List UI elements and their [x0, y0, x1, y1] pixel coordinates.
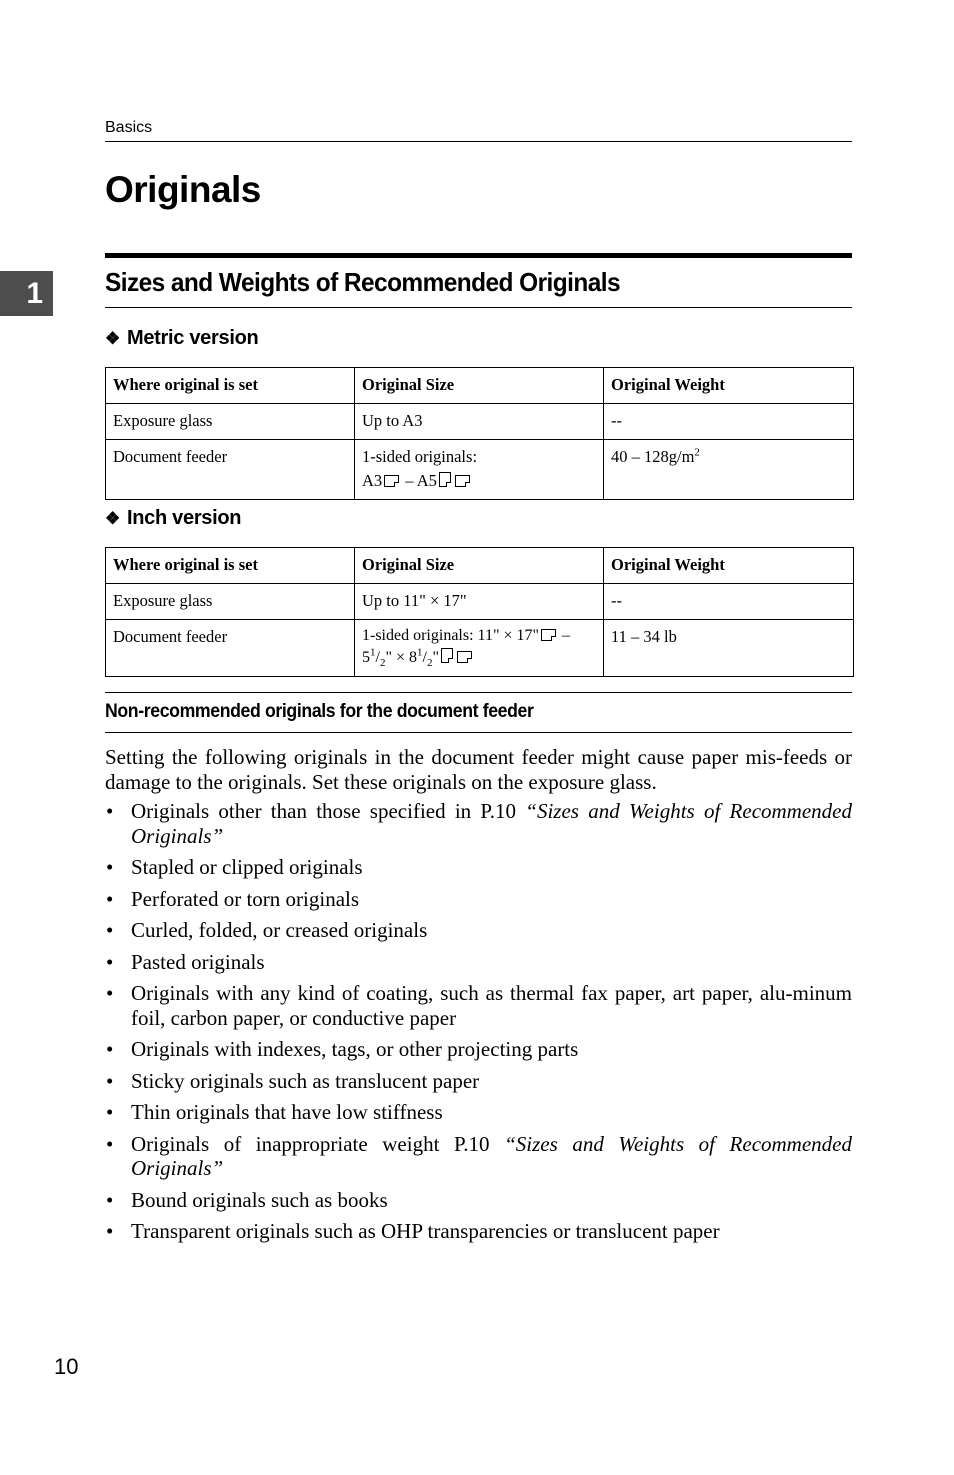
size-from: A3 [362, 471, 383, 490]
size-h-den: 2 [426, 657, 433, 670]
size-max: 1-sided originals: 11" × 17" [362, 627, 540, 644]
table-cell: -- [604, 584, 854, 620]
size-line-1 [362, 625, 596, 647]
size-line-2 [362, 469, 596, 493]
table-row [106, 584, 854, 620]
paper-landscape-icon [541, 629, 556, 641]
list-item: • Curled, folded, or creased originals [105, 918, 852, 943]
weight-value: 40 – 128g/m [611, 447, 695, 466]
list-item: • Originals with any kind of coating, such as thermal fax paper, art paper, alu-minum foil, carbon paper, or conductive paper [105, 981, 852, 1030]
header-rule [105, 141, 852, 142]
table-cell: Exposure glass [106, 584, 355, 620]
size-h-num: 1 [417, 646, 423, 659]
table-cell: Up to A3 [355, 404, 604, 440]
table-cell [355, 440, 604, 500]
intro-paragraph: Setting the following originals in the document feeder might cause paper mis-feeds or damage to the originals. Set these originals on the exposure glass. [105, 745, 852, 794]
subsection-title: Non-recommended originals for the document feeder [105, 701, 534, 722]
column-header: Original Size [355, 548, 604, 584]
table-header-row [106, 368, 854, 404]
size-dash: – [401, 471, 417, 490]
table-cell: Up to 11" × 17" [355, 584, 604, 620]
list-item-text: Originals other than those specified in P.10 [131, 799, 526, 823]
column-header: Original Weight [604, 368, 854, 404]
weight-exponent: 2 [694, 446, 700, 459]
size-w-den: 2 [379, 657, 386, 670]
diamond-bullet-icon: ❖ [105, 509, 120, 528]
page-title: Originals [105, 169, 261, 210]
size-w: 5 [362, 649, 370, 666]
inch-heading-label: Inch version [127, 507, 242, 529]
section-title: Sizes and Weights of Recommended Originals [105, 267, 621, 297]
size-line-1: 1-sided originals: [362, 447, 478, 466]
column-header: Original Weight [604, 548, 854, 584]
size-end: " [432, 649, 439, 666]
size-x: " × 8 [385, 649, 418, 666]
column-header: Where original is set [106, 368, 355, 404]
column-header: Original Size [355, 368, 604, 404]
metric-heading-label: Metric version [127, 327, 259, 349]
list-item: • Bound originals such as books [105, 1188, 852, 1213]
inch-table [105, 547, 854, 677]
column-header: Where original is set [106, 548, 355, 584]
list-item [105, 1132, 852, 1181]
table-row [106, 440, 854, 500]
list-item-text: Originals of inappropriate weight P.10 [131, 1131, 505, 1156]
table-cell: Document feeder [106, 440, 355, 500]
list-item: • Pasted originals [105, 950, 852, 975]
table-cell [604, 440, 854, 500]
paper-landscape-icon [455, 475, 470, 487]
paper-portrait-icon [439, 472, 451, 487]
page-number: 10 [54, 1354, 79, 1379]
metric-table [105, 367, 854, 500]
paper-landscape-icon [457, 651, 472, 663]
list-item: • Transparent originals such as OHP transparencies or translucent paper [105, 1219, 852, 1244]
size-line-2: $5^1/_2$" × $8^1/_2$" [362, 647, 596, 669]
inch-heading [105, 506, 241, 531]
list-item: • Thin originals that have low stiffness [105, 1100, 852, 1125]
table-cell: Document feeder [106, 620, 355, 677]
table-cell: -- [604, 404, 854, 440]
table-row [106, 620, 854, 677]
cross-reference-link[interactable]: “Sizes and Weights of Recommended Originals” [131, 799, 852, 848]
paper-portrait-icon [441, 648, 453, 663]
size-to: A5 [416, 471, 437, 490]
metric-heading [105, 326, 258, 351]
size-dash: – [558, 627, 571, 644]
list-item: • Perforated or torn originals [105, 887, 852, 912]
table-cell: 11 – 34 lb [604, 620, 854, 677]
list-item [105, 799, 852, 848]
section-rule-top [105, 253, 852, 258]
cross-reference-link[interactable]: “Sizes and Weights of Recommended Originals” [131, 1131, 852, 1180]
table-header-row [106, 548, 854, 584]
non-recommended-list [105, 799, 852, 1251]
table-cell: Exposure glass [106, 404, 355, 440]
list-item: • Originals with indexes, tags, or other projecting parts [105, 1037, 852, 1062]
list-item: • Sticky originals such as translucent paper [105, 1069, 852, 1094]
table-row [106, 404, 854, 440]
subsection-rule-top [105, 692, 852, 693]
table-cell [355, 620, 604, 677]
subsection-rule-bottom [105, 732, 852, 733]
paper-landscape-icon [384, 475, 399, 487]
list-item: • Stapled or clipped originals [105, 855, 852, 880]
section-rule-bottom [105, 307, 852, 308]
running-head: Basics [105, 119, 153, 136]
size-w-num: 1 [370, 646, 376, 659]
diamond-bullet-icon: ❖ [105, 329, 120, 348]
chapter-tab: 1 [0, 271, 53, 316]
